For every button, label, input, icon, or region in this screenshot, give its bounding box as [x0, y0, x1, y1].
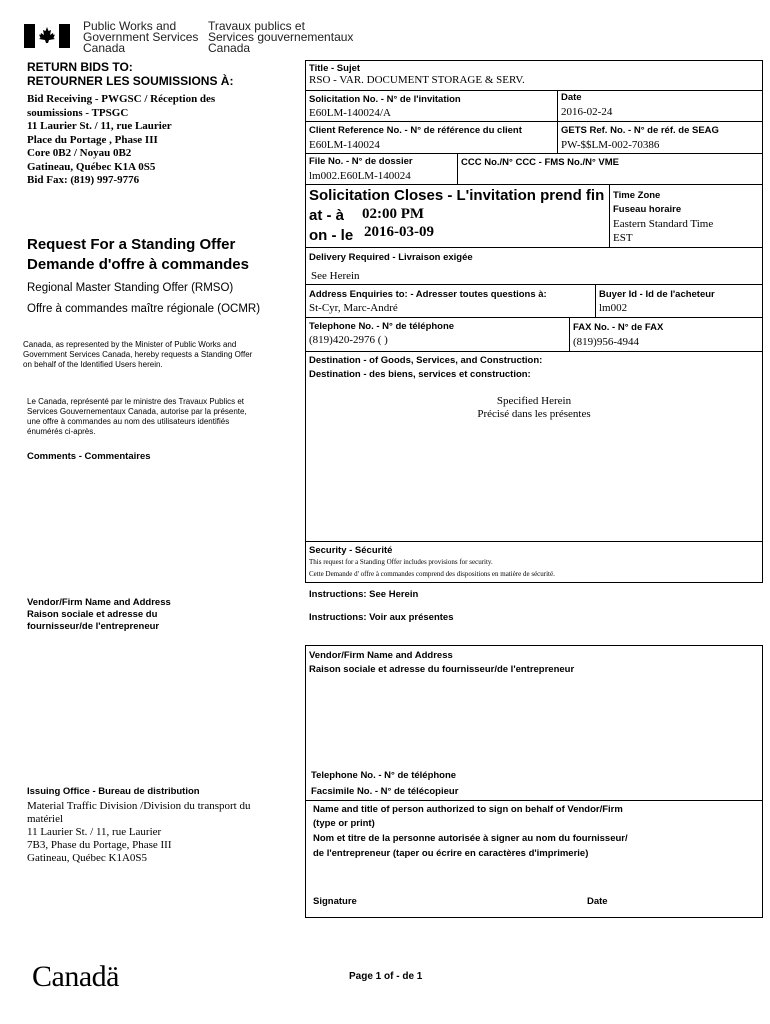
vendor-block: [305, 645, 763, 918]
issuing-office-address: [27, 800, 250, 865]
request-paragraph-fr: [27, 397, 247, 437]
instructions-fr: Instructions: Voir aux présentes: [309, 612, 454, 623]
signature-date-label: Date: [587, 896, 608, 907]
address-line: Bid Receiving - PWGSC / Réception des: [27, 93, 216, 105]
return-bids-title-en: RETURN BIDS TO:: [27, 60, 133, 74]
department-name-en: [83, 21, 198, 54]
signature-label: Signature: [313, 896, 357, 907]
date-value: 2016-02-24: [561, 106, 613, 118]
para-line: une offre à commandes au nom des utilisateurs identifiés: [27, 417, 230, 426]
dept-fr-line: Services gouvernementaux: [208, 30, 354, 44]
solicitation-closes-title: Solicitation Closes - L'invitation prend fin: [309, 187, 605, 204]
dept-fr-line: Travaux publics et: [208, 19, 305, 33]
para-line: Services Gouvernementaux Canada, autorise par la présente,: [27, 407, 247, 416]
fax-value: (819)956-4944: [573, 336, 639, 348]
canada-flag-icon: [24, 24, 70, 48]
vendor-left-line: Vendor/Firm Name and Address: [27, 597, 171, 608]
issuing-line: Gatineau, Québec K1A0S5: [27, 852, 148, 864]
ccc-number-label: CCC No./N° CCC - FMS No./N° VME: [461, 157, 620, 168]
para-line: énumérés ci-après.: [27, 427, 96, 436]
title-value: RSO - VAR. DOCUMENT STORAGE & SERV.: [309, 74, 525, 86]
time-zone-label-fr: Fuseau horaire: [613, 204, 682, 215]
time-zone-abbrev: EST: [613, 232, 633, 244]
para-line: Le Canada, représenté par le ministre des Travaux Publics et: [27, 397, 245, 406]
address-line: Gatineau, Québec K1A 0S5: [27, 160, 156, 173]
request-title-en: Request For a Standing Offer: [27, 236, 236, 253]
vendor-left-label: [27, 597, 171, 633]
vendor-telephone-label: Telephone No. - N° de téléphone: [311, 770, 457, 781]
para-line: on behalf of the Identified Users herein.: [23, 360, 163, 369]
gets-ref-value: PW-$$LM-002-70386: [561, 139, 660, 151]
authorized-person-hint-fr: de l'entrepreneur (taper ou écrire en caractères d'imprimerie): [313, 848, 589, 859]
destination-value: Specified Herein: [496, 395, 572, 407]
rmso-label: Regional Master Standing Offer (RMSO): [27, 282, 234, 294]
vendor-box-title-fr: Raison sociale et adresse du fournisseur/de l'entrepreneur: [309, 664, 575, 675]
issuing-office-label: Issuing Office - Bureau de distribution: [27, 786, 200, 797]
vendor-box-title: Vendor/Firm Name and Address: [309, 650, 453, 661]
para-line: Canada, as represented by the Minister of Public Works and: [23, 340, 237, 349]
dept-en-line: Public Works and: [83, 19, 177, 33]
time-zone-label: Time Zone: [613, 190, 661, 201]
address-line: Place du Portage , Phase III: [27, 133, 158, 146]
solicitation-value: E60LM-140024/A: [309, 107, 391, 119]
title-label: Title - Sujet: [309, 63, 361, 74]
return-bids-address: [27, 93, 215, 188]
closes-at-value: 02:00 PM: [362, 206, 425, 222]
security-label: Security - Sécurité: [309, 545, 393, 556]
department-name-fr: [208, 21, 353, 54]
enquiries-label: Address Enquiries to: - Adresser toutes questions à:: [309, 289, 547, 300]
comments-label: Comments - Commentaires: [27, 451, 151, 462]
authorized-person-hint: (type or print): [313, 818, 375, 829]
canada-wordmark: Canadä: [32, 960, 119, 993]
time-zone-value: Eastern Standard Time: [613, 218, 714, 230]
security-text-fr: Cette Demande d' offre à commandes comprend des dispositions en matière de sécurité.: [309, 570, 555, 578]
date-label: Date: [561, 92, 582, 103]
delivery-label: Delivery Required - Livraison exigée: [309, 252, 473, 263]
address-line: 11 Laurier St. / 11, rue Laurier: [27, 120, 172, 132]
dept-en-line: Government Services: [83, 30, 199, 44]
closes-at-label: at - à: [309, 207, 345, 224]
destination-value-fr: Précisé dans les présentes: [477, 408, 591, 420]
request-paragraph-en: [23, 340, 252, 370]
authorized-person-label-fr: Nom et titre de la personne autorisée à signer au nom du fournisseur/: [313, 833, 628, 844]
dept-fr-line: Canada: [208, 41, 251, 55]
dept-en-line: Canada: [83, 41, 126, 55]
page-number: Page 1 of - de 1: [349, 971, 423, 982]
fax-label: FAX No. - N° de FAX: [573, 322, 664, 333]
client-reference-label: Client Reference No. - N° de référence du client: [309, 125, 522, 136]
vendor-left-line: Raison sociale et adresse du: [27, 609, 158, 620]
enquiries-value: St-Cyr, Marc-André: [309, 302, 398, 314]
issuing-line: matériel: [27, 813, 64, 825]
address-line: Core 0B2 / Noyau 0B2: [27, 147, 132, 159]
vendor-left-line: fournisseur/de l'entrepreneur: [27, 621, 160, 632]
address-line: Bid Fax: (819) 997-9776: [27, 174, 140, 186]
buyer-id-value: lm002: [599, 302, 628, 314]
destination-label: Destination - of Goods, Services, and Construction:: [309, 355, 543, 366]
request-title-fr: Demande d'offre à commandes: [27, 256, 249, 273]
security-text-en: This request for a Standing Offer includes provisions for security.: [309, 558, 493, 566]
ocmr-label: Offre à commandes maître régionale (OCMR): [27, 303, 261, 315]
para-line: Government Services Canada, hereby requests a Standing Offer: [23, 350, 253, 359]
file-number-value: lm002.E60LM-140024: [309, 170, 411, 182]
closes-on-value: 2016-03-09: [364, 224, 434, 240]
return-bids-title-fr: RETOURNER LES SOUMISSIONS À:: [27, 74, 234, 88]
issuing-line: 11 Laurier St. / 11, rue Laurier: [27, 826, 162, 838]
issuing-line: 7B3, Phase du Portage, Phase III: [27, 839, 172, 851]
buyer-id-label: Buyer Id - Id de l'acheteur: [599, 289, 715, 300]
destination-label-fr: Destination - des biens, services et construction:: [309, 369, 531, 380]
telephone-value: (819)420-2976 ( ): [309, 334, 388, 346]
telephone-label: Telephone No. - N° de téléphone: [309, 321, 455, 332]
vendor-fax-label: Facsimile No. - N° de télécopieur: [311, 786, 459, 797]
closes-on-label: on - le: [309, 227, 354, 244]
issuing-line: Material Traffic Division /Division du transport du: [27, 800, 251, 812]
address-line: soumissions - TPSGC: [27, 106, 129, 119]
authorized-person-label: Name and title of person authorized to sign on behalf of Vendor/Firm: [313, 804, 623, 815]
solicitation-label: Solicitation No. - N° de l'invitation: [309, 94, 461, 105]
gets-ref-label: GETS Ref. No. - N° de réf. de SEAG: [561, 125, 719, 136]
file-number-label: File No. - N° de dossier: [309, 156, 413, 167]
delivery-value: See Herein: [311, 270, 360, 282]
instructions-en: Instructions: See Herein: [309, 589, 419, 600]
client-reference-value: E60LM-140024: [309, 139, 380, 151]
